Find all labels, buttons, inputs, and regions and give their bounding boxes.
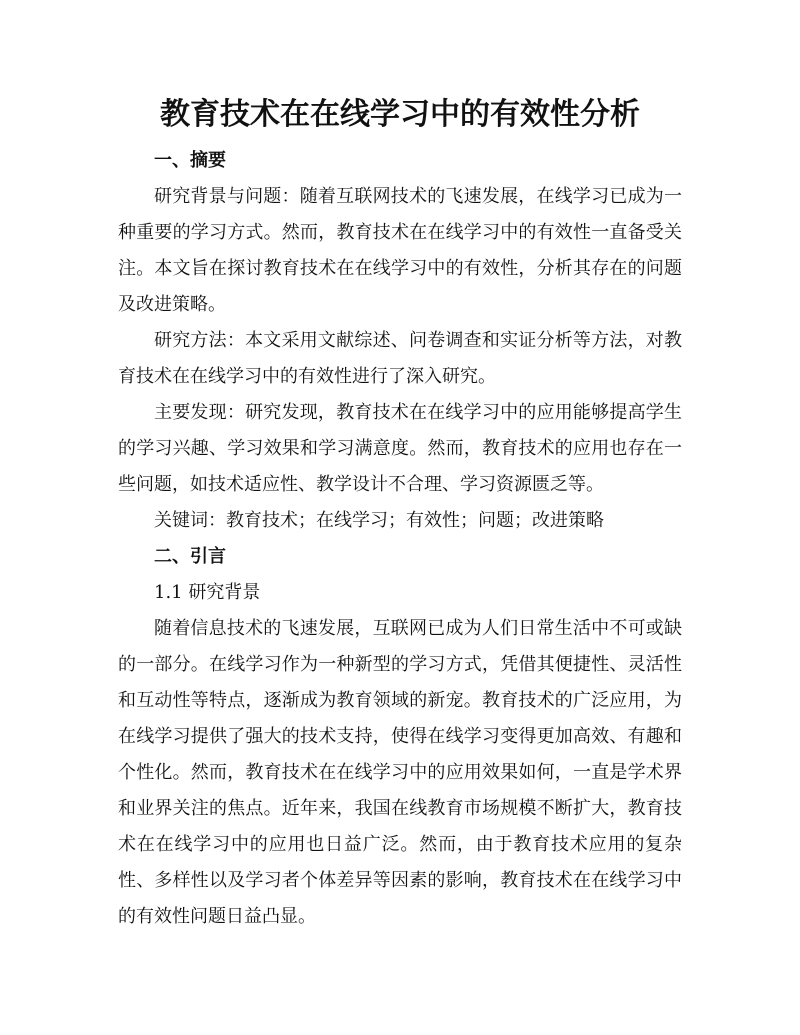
- keywords-line: 关键词：教育技术；在线学习；有效性；问题；改进策略: [154, 510, 604, 531]
- section-heading-intro: 二、引言: [154, 546, 226, 567]
- abstract-method-paragraph: 研究方法：本文采用文献综述、问卷调查和实证分析等方法，对教育技术在在线学习中的有效性进行了深入研究。: [118, 330, 682, 387]
- subsection-heading-background: 1.1 研究背景: [154, 582, 261, 603]
- abstract-background-paragraph: 研究背景与问题：随着互联网技术的飞速发展，在线学习已成为一种重要的学习方式。然而，教育技术在在线学习中的有效性一直备受关注。本文旨在探讨教育技术在在线学习中的有效性，分析其存在的问题及改进策略。: [118, 186, 682, 315]
- intro-background-paragraph: 随着信息技术的飞速发展，互联网已成为人们日常生活中不可或缺的一部分。在线学习作为一种新型的学习方式，凭借其便捷性、灵活性和互动性等特点，逐渐成为教育领域的新宠。教育技术的广泛应用，为在线学习提供了强大的技术支持，使得在线学习变得更加高效、有趣和个性化。然而，教育技术在在线学习中的应用效果如何，一直是学术界和业界关注的焦点。近年来，我国在线教育市场规模不断扩大，教育技术在在线学习中的应用也日益广泛。然而，由于教育技术应用的复杂性、多样性以及学习者个体差异等因素的影响，教育技术在在线学习中的有效性问题日益凸显。: [118, 618, 682, 927]
- abstract-findings-paragraph: 主要发现：研究发现，教育技术在在线学习中的应用能够提高学生的学习兴趣、学习效果和学习满意度。然而，教育技术的应用也存在一些问题，如技术适应性、教学设计不合理、学习资源匮乏等。: [118, 402, 682, 495]
- document-title: 教育技术在在线学习中的有效性分析: [160, 97, 640, 132]
- section-heading-abstract: 一、摘要: [154, 150, 226, 171]
